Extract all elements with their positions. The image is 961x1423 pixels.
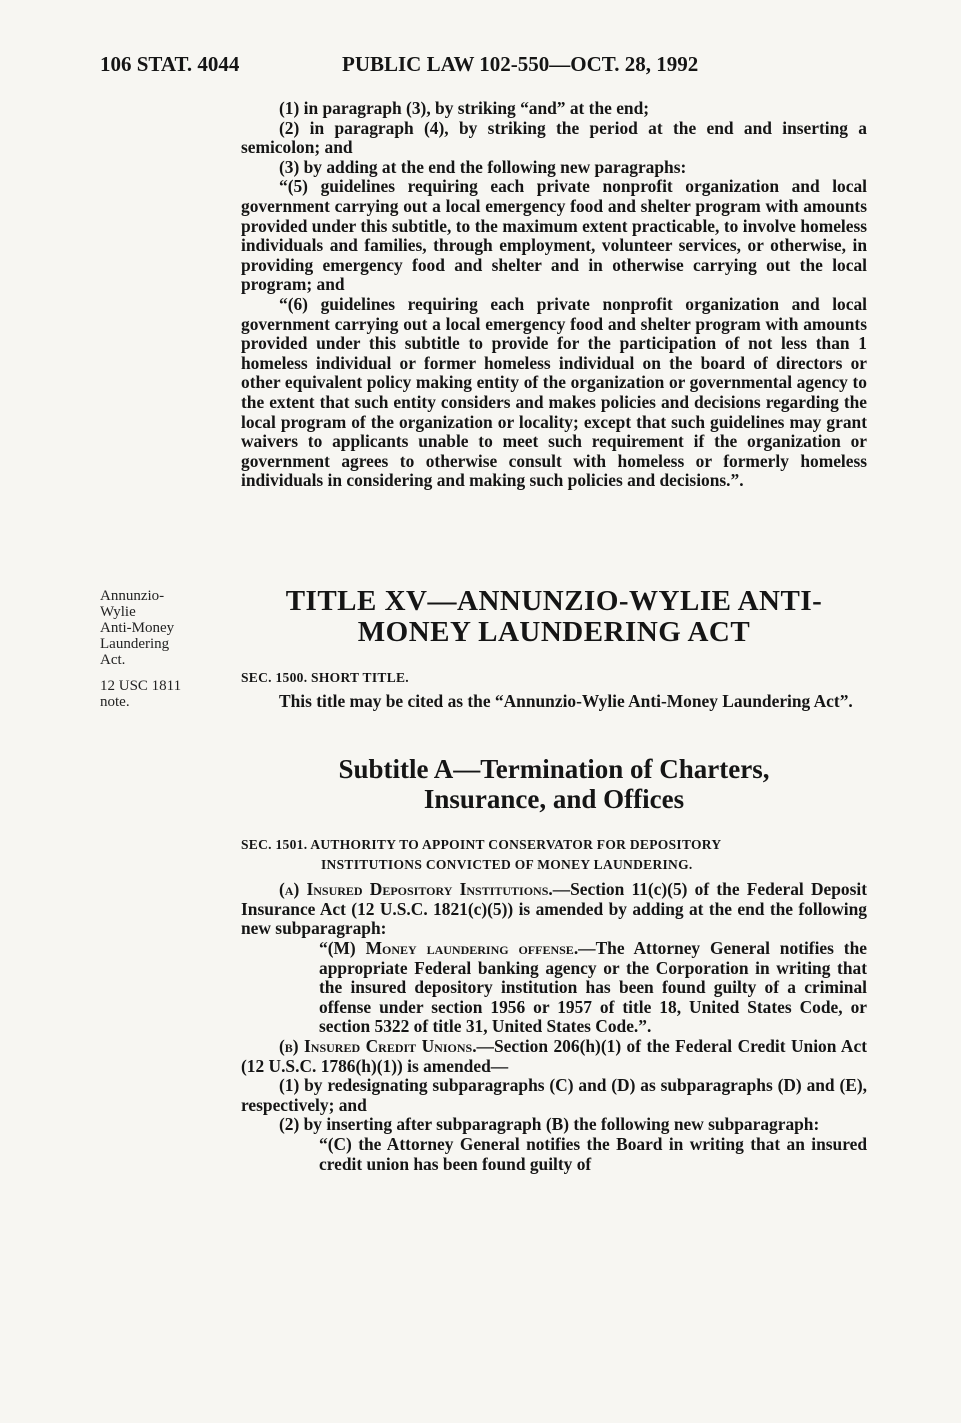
section-1501 (241, 835, 867, 1174)
short-title-text: This title may be cited as the “Annunzio-Wylie Anti-Money Laundering Act”. (279, 690, 853, 711)
section-heading-continued: INSTITUTIONS CONVICTED OF MONEY LAUNDERING. (321, 856, 693, 872)
margin-note-line: note. (100, 694, 130, 710)
amendment-continuation (241, 99, 867, 491)
subtitle-a-heading (241, 754, 867, 814)
public-law-reference: PUBLIC LAW 102-550—OCT. 28, 1992 (342, 52, 699, 76)
title-xv-heading (241, 586, 867, 648)
section-heading: SEC. 1501. AUTHORITY TO APPOINT CONSERVATOR FOR DEPOSITORY (241, 837, 722, 852)
title-heading-line: TITLE XV—ANNUNZIO-WYLIE ANTI- (285, 585, 823, 617)
margin-note-line: Laundering (100, 636, 170, 652)
subparagraph-c: “(C) the Attorney General notifies the Board in writing that an insured credit union has been found guilty of (319, 1133, 867, 1174)
subsection-b-2: (2) by inserting after subparagraph (B) the following new subparagraph: (279, 1114, 820, 1135)
subsection-b-text: —Section 206(h)(1) of the Federal Credit Union Act (12 U.S.C. 1786(h)(1)) is amended— (241, 1035, 867, 1076)
margin-note-line: Wylie (100, 604, 136, 620)
margin-note-line: 12 USC 1811 (100, 678, 182, 694)
subparagraph-m-text: —The Attorney General notifies the appropriate Federal banking agency or the Corporation in writing that the insured depository institution has been found guilty of a criminal offense under section 1956 or 1957 of title 18, United States Code, or section 5322 of title 31, United States Code.”. (319, 937, 867, 1037)
subsection-b-label: (b) Insured Credit Unions. (279, 1035, 477, 1056)
section-1500 (241, 668, 867, 711)
statute-page-reference: 106 STAT. 4044 (100, 52, 240, 76)
margin-note-line: Act. (100, 652, 126, 668)
paragraph-1: (1) in paragraph (3), by striking “and” at the end; (279, 98, 650, 118)
margin-note-act-name (100, 588, 220, 720)
subsection-b (241, 1037, 867, 1076)
subtitle-heading-line: Insurance, and Offices (423, 784, 685, 814)
subtitle-heading-line: Subtitle A—Termination of Charters, (338, 754, 770, 784)
new-paragraph-6: “(6) guidelines requiring each private nonprofit organization and local government carrying out a local emergency food and shelter program with amounts provided under this subtitle to provide for the participation of not less than 1 homeless individual or former homeless individual on the board of directors or other equivalent policy making entity of the organization or governmental agency to the extent that such entity considers and makes policies and decisions regarding the local program of the organization or locality; except that such guidelines may grant waivers to applicants unable to meet such requirement if the organization or government agrees to otherwise consult with homeless or formerly homeless individuals in considering and making such policies and decisions.”. (241, 293, 867, 491)
subsection-a-label: (a) Insured Depository Institutions. (279, 879, 553, 900)
margin-note-line: Anti-Money (100, 620, 175, 636)
section-heading: SEC. 1500. SHORT TITLE. (241, 670, 409, 685)
subparagraph-m (241, 939, 867, 1037)
title-heading-line: MONEY LAUNDERING ACT (357, 616, 751, 648)
paragraph-3: (3) by adding at the end the following new paragraphs: (279, 156, 687, 177)
subsection-a (241, 880, 867, 939)
new-paragraph-5: “(5) guidelines requiring each private nonprofit organization and local government carrying out a local emergency food and shelter program with amounts provided under this subtitle, to the maximum extent practicable, to involve homeless individuals and families, through employment, volunteer services, or otherwise, in providing emergency food and shelter and in otherwise carrying out the local program; and (241, 176, 867, 295)
margin-note-line: Annunzio- (100, 588, 165, 604)
paragraph-2: (2) in paragraph (4), by striking the period at the end and inserting a semicolon; and (241, 117, 867, 158)
subsection-b-1: (1) by redesignating subparagraphs (C) and (D) as subparagraphs (D) and (E), respectively; and (241, 1075, 867, 1115)
subparagraph-m-label: “(M) Money laundering offense. (319, 937, 579, 958)
margin-note-usc (100, 678, 220, 710)
page-header (100, 52, 866, 82)
subsection-a-text: —Section 11(c)(5) of the Federal Deposit Insurance Act (12 U.S.C. 1821(c)(5)) is amended by adding at the end the following new subparagraph: (241, 879, 867, 939)
